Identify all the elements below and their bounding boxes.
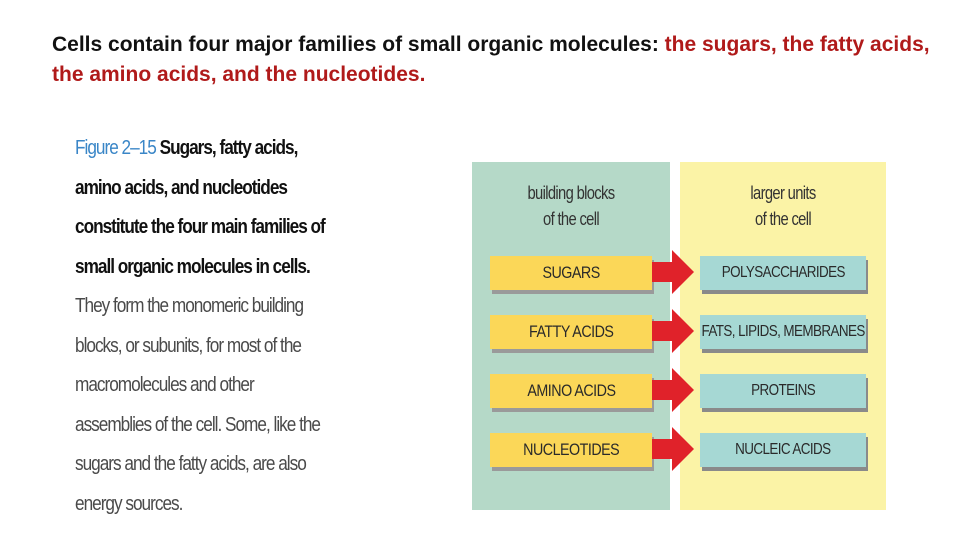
larger-unit-box: [700, 433, 866, 467]
building-block-box: [490, 256, 652, 290]
larger-unit-label: FATS, LIPIDS, MEMBRANES: [701, 323, 865, 340]
larger-unit-box: [700, 256, 866, 290]
diagram-row-amino-acids: [0, 374, 960, 418]
right-arrow-icon: [652, 368, 694, 412]
right-header-line-2: of the cell: [755, 209, 811, 229]
right-header-line-1: larger units: [750, 183, 816, 203]
heading-lead: Cells contain four major families of small organic molecules:: [52, 33, 665, 56]
larger-unit-box: [700, 315, 866, 349]
right-arrow-icon: [652, 427, 694, 471]
slide-heading: [52, 30, 942, 90]
larger-unit-label: POLYSACCHARIDES: [721, 264, 845, 281]
building-block-label: SUGARS: [542, 263, 600, 282]
building-block-box: [490, 315, 652, 349]
larger-unit-label: PROTEINS: [750, 382, 815, 399]
diagram-row-fatty-acids: [0, 315, 960, 359]
larger-unit-label: NUCLEIC ACIDS: [735, 441, 831, 458]
heading-highlight: the sugars, the fatty acids, the amino acids, and the nucleotides.: [52, 33, 930, 86]
building-block-label: AMINO ACIDS: [526, 381, 616, 400]
larger-units-header: [699, 180, 868, 232]
right-arrow-icon: [652, 309, 694, 353]
left-header-line-2: of the cell: [543, 209, 599, 229]
right-arrow-icon: [652, 250, 694, 294]
building-block-box: [490, 374, 652, 408]
diagram-row-nucleotides: [0, 433, 960, 477]
building-block-label: NUCLEOTIDES: [522, 440, 620, 459]
left-header-line-1: building blocks: [527, 183, 615, 203]
building-blocks-header: [490, 180, 652, 232]
larger-unit-box: [700, 374, 866, 408]
building-block-box: [490, 433, 652, 467]
figure-number: Figure 2–15: [75, 136, 156, 159]
figure-lead: Sugars, fatty acids, amino acids, and nucleotides constitute the four main families of small organic molecules in cells.: [75, 136, 325, 278]
building-block-label: FATTY ACIDS: [528, 322, 614, 341]
diagram-row-sugars: [0, 256, 960, 300]
figure-body: They form the monomeric building blocks, or subunits, for most of the macromolecules and other assemblies of the cell. Some, like the sugars and the fatty acids, are also energy sources.: [75, 294, 321, 515]
